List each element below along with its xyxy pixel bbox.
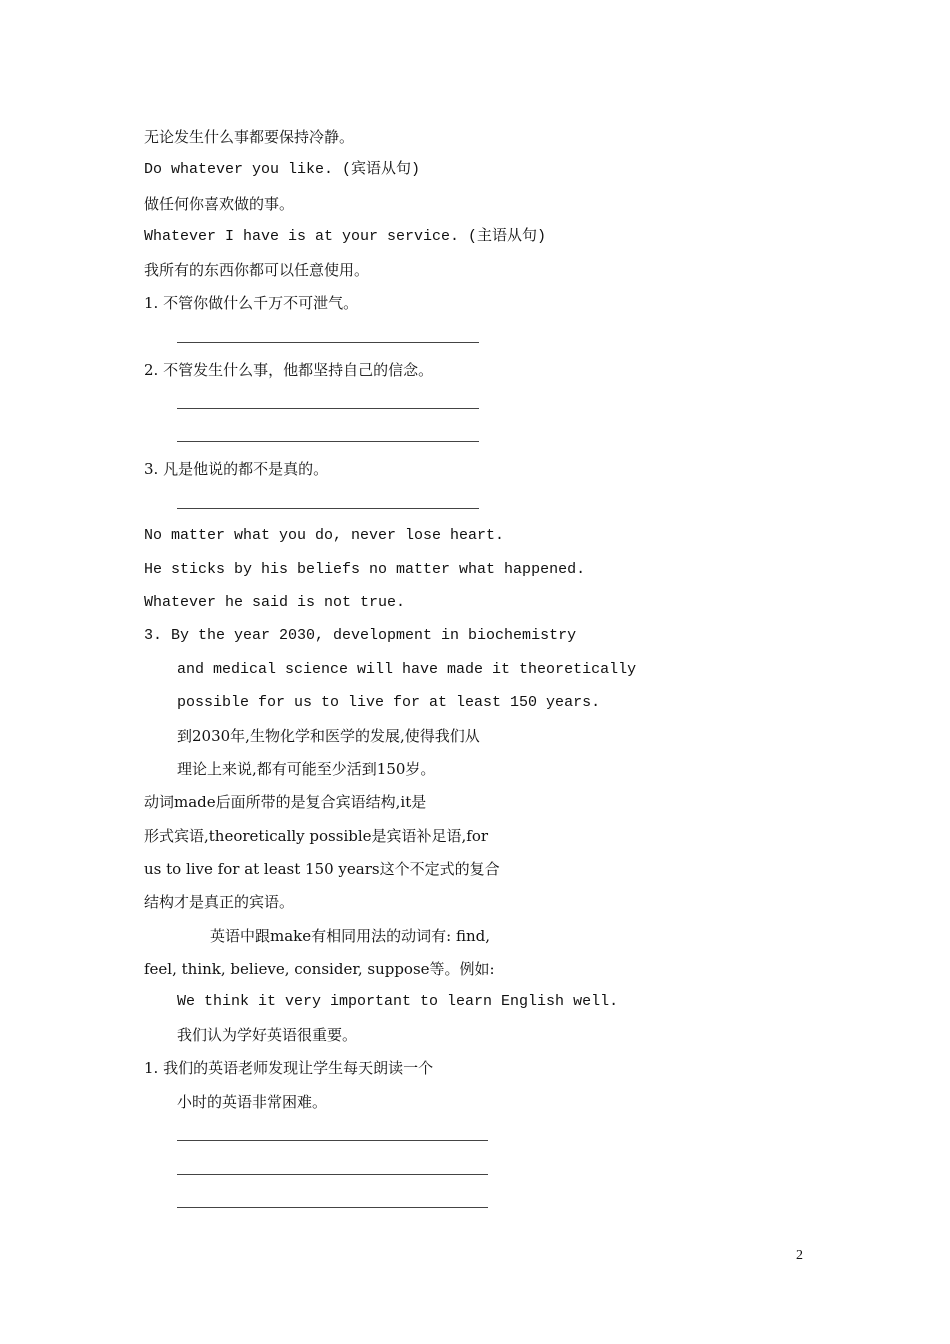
explanation-line: 动词made后面所带的是复合宾语结构,it是 xyxy=(144,793,427,811)
text-line: Do whatever you like. (宾语从句) xyxy=(144,161,421,178)
page-number: 2 xyxy=(796,1248,803,1263)
answer-blank[interactable] xyxy=(177,342,479,343)
text-line: 我所有的东西你都可以任意使用。 xyxy=(144,261,370,279)
answer-blank[interactable] xyxy=(177,508,479,509)
text-line: Whatever I have is at your service. (主语从句) xyxy=(144,228,547,245)
text-line: 做任何你喜欢做的事。 xyxy=(144,195,295,213)
answer-blank[interactable] xyxy=(177,1140,488,1141)
translation-line: 到2030年,生物化学和医学的发展,使得我们从 xyxy=(177,727,480,745)
explanation-line: 英语中跟make有相同用法的动词有: find, xyxy=(210,927,490,945)
answer-line: Whatever he said is not true. xyxy=(144,594,406,611)
translation-line: 理论上来说,都有可能至少活到150岁。 xyxy=(177,760,436,778)
exercise-item: 2. 不管发生什么事，他都坚持自己的信念。 xyxy=(144,361,434,379)
explanation-line: us to live for at least 150 years这个不定式的复合 xyxy=(144,860,500,878)
exercise-item: 小时的英语非常困难。 xyxy=(177,1093,328,1111)
exercise-item: 1. 不管你做什么千万不可泄气。 xyxy=(144,294,359,312)
exercise-item: 3. 凡是他说的都不是真的。 xyxy=(144,460,329,478)
example-sentence: possible for us to live for at least 150 years. xyxy=(177,694,601,711)
explanation-line: 结构才是真正的宾语。 xyxy=(144,893,295,911)
answer-blank[interactable] xyxy=(177,1174,488,1175)
example-sentence: 3. By the year 2030, development in biochemistry xyxy=(144,627,577,644)
explanation-line: 形式宾语,theoretically possible是宾语补足语,for xyxy=(144,827,489,845)
example-sentence: and medical science will have made it theoretically xyxy=(177,661,637,678)
answer-blank[interactable] xyxy=(177,441,479,442)
answer-blank[interactable] xyxy=(177,1207,488,1208)
answer-blank[interactable] xyxy=(177,408,479,409)
exercise-item: 1. 我们的英语老师发现让学生每天朗读一个 xyxy=(144,1059,434,1077)
text-line: 无论发生什么事都要保持冷静。 xyxy=(144,128,355,146)
example-sentence: We think it very important to learn English well. xyxy=(177,993,619,1010)
answer-line: He sticks by his beliefs no matter what happened. xyxy=(144,561,586,578)
answer-line: No matter what you do, never lose heart. xyxy=(144,527,505,544)
translation-line: 我们认为学好英语很重要。 xyxy=(177,1026,358,1044)
explanation-line: feel, think, believe, consider, suppose等。例如: xyxy=(144,960,495,978)
